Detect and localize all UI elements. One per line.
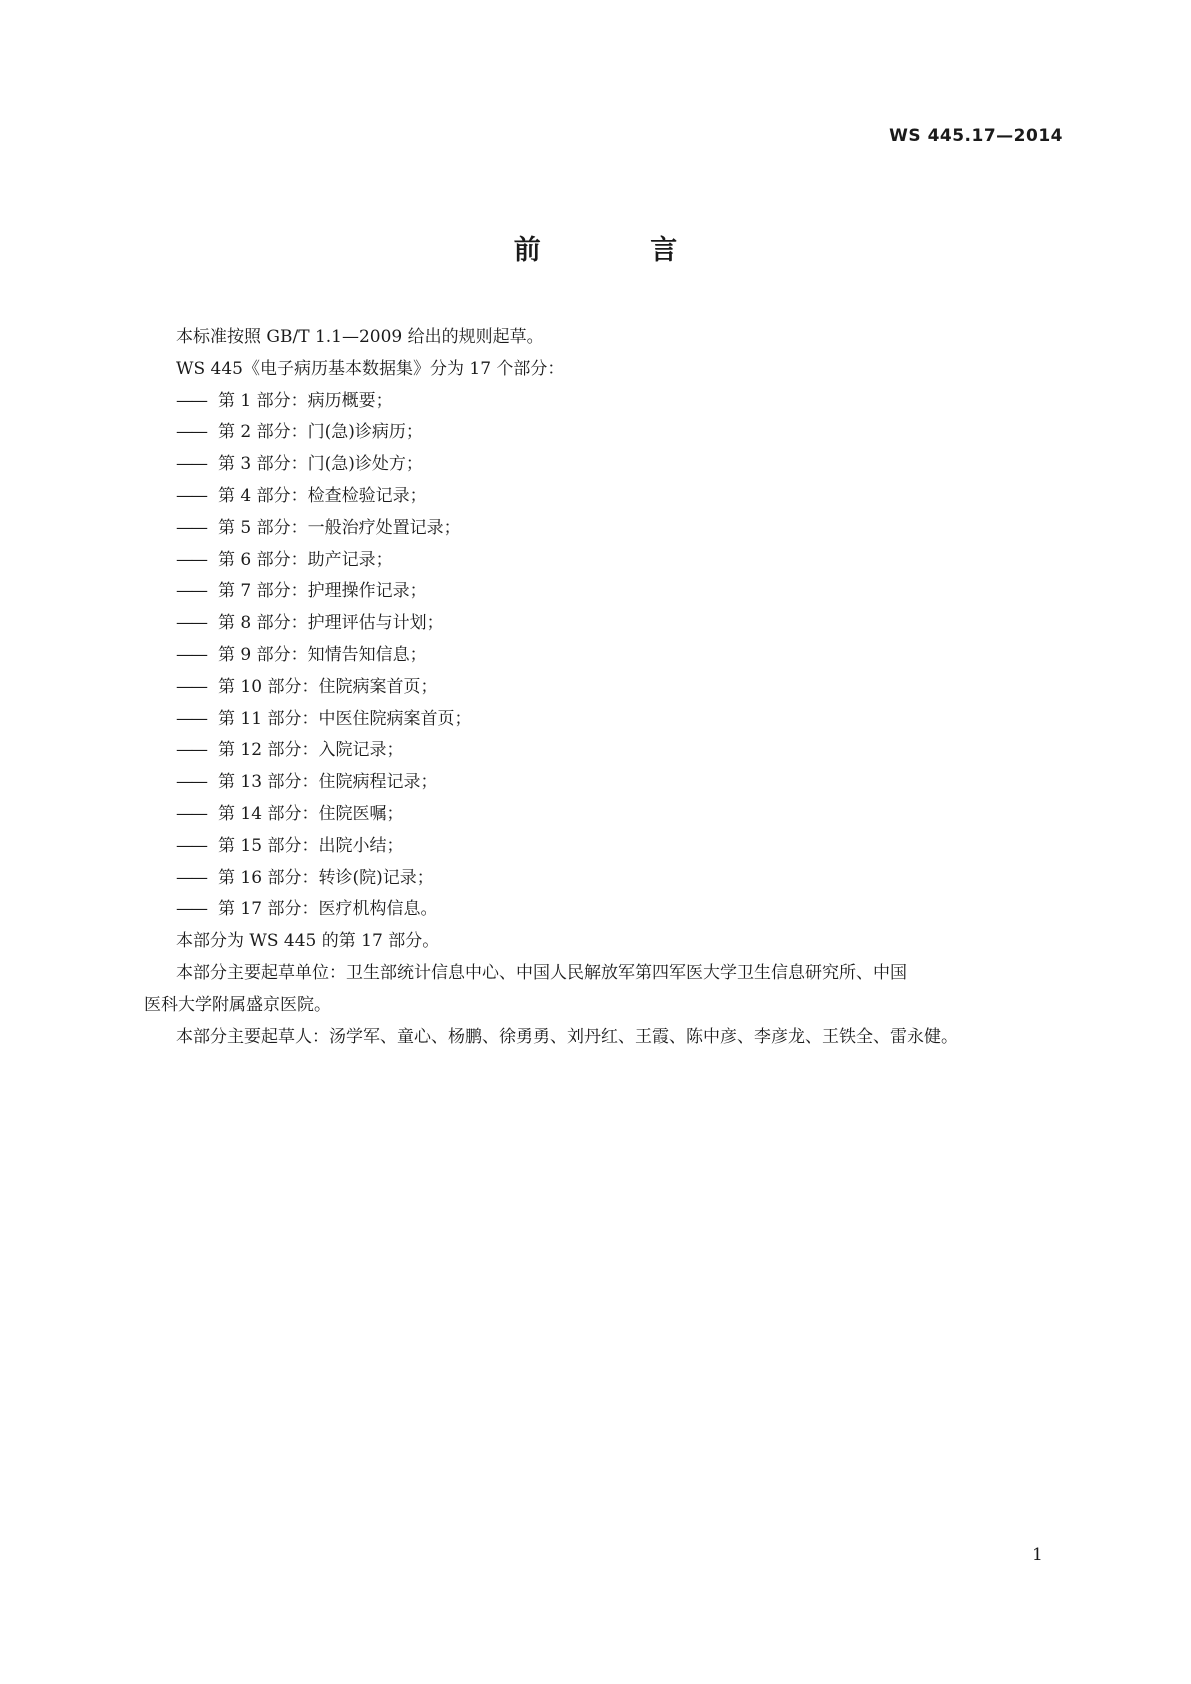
paragraph-part-statement: 本部分为 WS 445 的第 17 部分。	[176, 931, 440, 952]
list-item	[176, 767, 1064, 799]
standard-code: WS 445.17—2014	[889, 126, 1063, 146]
dash-marker: ——	[176, 708, 206, 729]
dash-marker: ——	[176, 772, 206, 793]
list-item	[176, 386, 1064, 418]
dash-marker: ——	[176, 644, 206, 665]
list-item-text: 第 12 部分：入院记录；	[218, 740, 404, 761]
paragraph-drafters: 本部分主要起草人：汤学军、童心、杨鹏、徐勇勇、刘丹红、王霞、陈中彦、李彦龙、王铁全、雷永健。	[176, 1026, 958, 1047]
dash-marker: ——	[176, 835, 206, 856]
list-item-text: 第 9 部分：知情告知信息；	[218, 644, 427, 665]
dash-marker: ——	[176, 454, 206, 475]
dash-marker: ——	[176, 867, 206, 888]
list-item-text: 第 3 部分：门(急)诊处方；	[218, 454, 423, 475]
dash-marker: ——	[176, 803, 206, 824]
dash-marker: ——	[176, 485, 206, 506]
list-item	[176, 545, 1064, 577]
list-item-text: 第 4 部分：检查检验记录；	[218, 485, 427, 506]
list-item	[176, 640, 1064, 672]
list-item	[176, 417, 1064, 449]
list-item	[176, 704, 1064, 736]
list-item	[176, 735, 1064, 767]
paragraph-drafting-units-line1: 本部分主要起草单位：卫生部统计信息中心、中国人民解放军第四军医大学卫生信息研究所、中国	[176, 962, 907, 983]
list-item-text: 第 5 部分：一般治疗处置记录；	[218, 517, 461, 538]
list-item-text: 第 16 部分：转诊(院)记录；	[218, 867, 434, 888]
list-item	[176, 481, 1064, 513]
dash-marker: ——	[176, 517, 206, 538]
list-item-text: 第 7 部分：护理操作记录；	[218, 581, 427, 602]
list-item	[176, 672, 1064, 704]
dash-marker: ——	[176, 613, 206, 634]
dash-marker: ——	[176, 899, 206, 920]
paragraph-drafting-units-line2: 医科大学附属盛京医院。	[144, 994, 331, 1015]
paragraph-parts-intro: WS 445《电子病历基本数据集》分为 17 个部分：	[176, 358, 565, 379]
page-number: 1	[1032, 1545, 1043, 1565]
dash-marker: ——	[176, 422, 206, 443]
list-item	[176, 863, 1064, 895]
list-item-text: 第 17 部分：医疗机构信息。	[218, 899, 438, 920]
list-item-text: 第 13 部分：住院病程记录；	[218, 772, 438, 793]
list-item-text: 第 1 部分：病历概要；	[218, 390, 393, 411]
list-item-text: 第 11 部分：中医住院病案首页；	[218, 708, 472, 729]
list-item	[176, 576, 1064, 608]
list-item-text: 第 6 部分：助产记录；	[218, 549, 393, 570]
list-item	[176, 513, 1064, 545]
parts-list	[176, 386, 1064, 927]
list-item	[176, 831, 1064, 863]
dash-marker: ——	[176, 676, 206, 697]
list-item	[176, 449, 1064, 481]
dash-marker: ——	[176, 549, 206, 570]
dash-marker: ——	[176, 390, 206, 411]
list-item-text: 第 8 部分：护理评估与计划；	[218, 613, 444, 634]
list-item-text: 第 2 部分：门(急)诊病历；	[218, 422, 423, 443]
page-title: 前 言	[513, 235, 728, 266]
list-item-text: 第 15 部分：出院小结；	[218, 835, 404, 856]
paragraph-drafting-rules: 本标准按照 GB/T 1.1—2009 给出的规则起草。	[176, 327, 544, 347]
list-item	[176, 894, 1064, 926]
dash-marker: ——	[176, 581, 206, 602]
foreword-body	[144, 322, 1064, 1053]
dash-marker: ——	[176, 740, 206, 761]
list-item-text: 第 10 部分：住院病案首页；	[218, 676, 438, 697]
list-item	[176, 799, 1064, 831]
list-item	[176, 608, 1064, 640]
list-item-text: 第 14 部分：住院医嘱；	[218, 803, 404, 824]
